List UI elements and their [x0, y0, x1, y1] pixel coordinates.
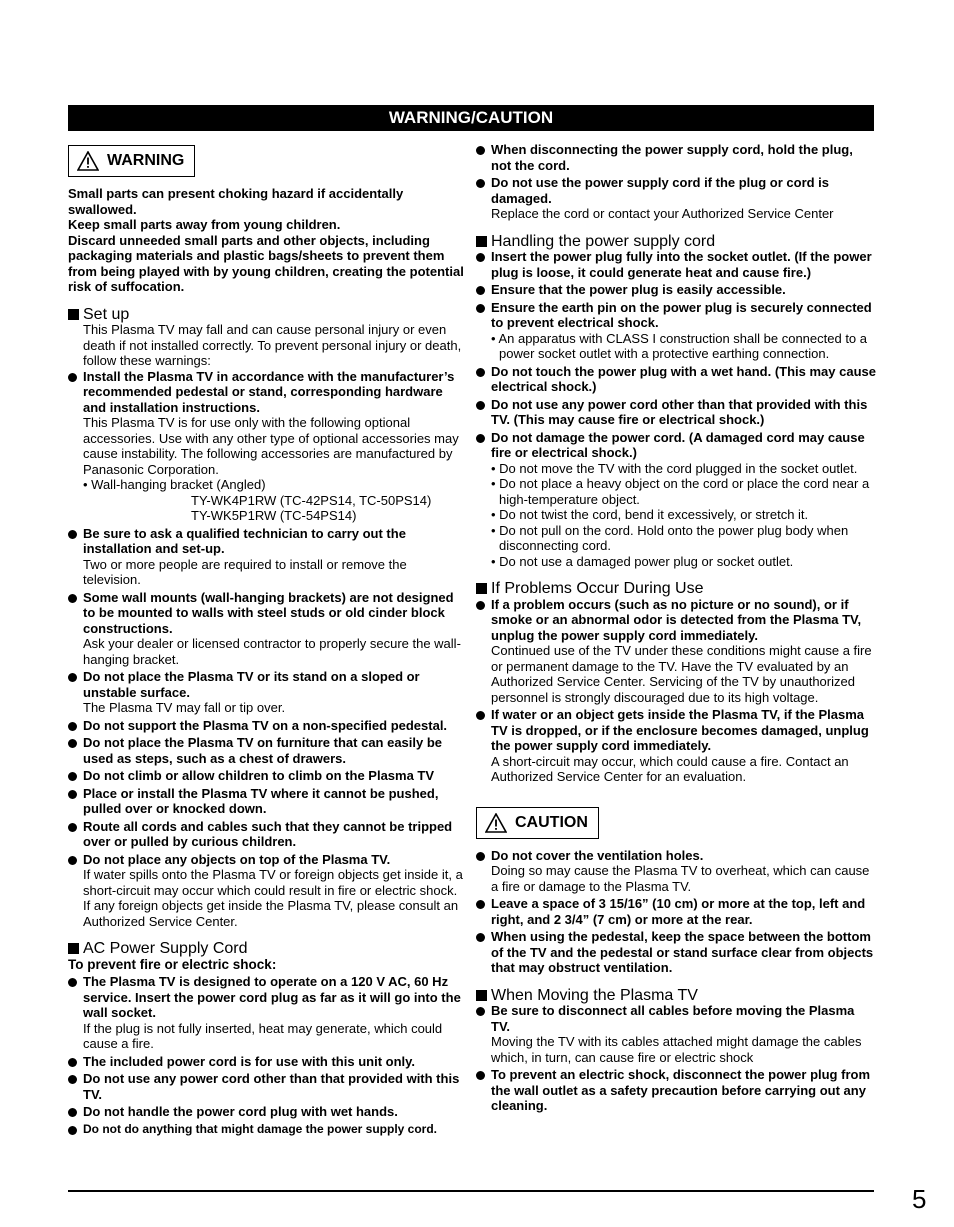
- list-item: [68, 590, 468, 668]
- list-item: [476, 364, 876, 395]
- choking-line: Keep small parts away from young children.: [68, 217, 341, 232]
- item-title: Do not use any power cord other than that provided with this TV. (This may cause fire or electrical shock.): [491, 396, 868, 427]
- choking-line: Small parts can present choking hazard if accidentally swallowed.: [68, 186, 404, 217]
- item-title: Do not touch the power plug with a wet hand. (This may cause electrical shock.): [491, 363, 876, 394]
- list-item: [68, 1071, 468, 1102]
- square-bullet-icon: [476, 990, 487, 1001]
- choking-line: Discard unneeded small parts and other objects, including packaging materials and plastic bags/sheets to prevent them from being played with by young children, creating the potential risk of suffocation.: [68, 232, 464, 294]
- item-title: Ensure the earth pin on the power plug is securely connected to prevent electrical shock.: [491, 299, 872, 330]
- list-item: [476, 300, 876, 362]
- item-title: Be sure to ask a qualified technician to carry out the installation and set-up.: [83, 525, 406, 556]
- caution-box: [476, 807, 599, 839]
- square-bullet-icon: [476, 236, 487, 247]
- item-body: Replace the cord or contact your Authorized Service Center: [491, 206, 834, 221]
- heading-text: AC Power Supply Cord: [83, 940, 248, 957]
- section-heading: [68, 941, 468, 957]
- item-title: Do not damage the power cord. (A damaged cord may cause fire or electrical shock.): [491, 429, 865, 460]
- list-item: [476, 707, 876, 785]
- list-item: [476, 142, 876, 173]
- list-item: [68, 735, 468, 766]
- warning-label: WARNING: [107, 152, 185, 170]
- list-item: [68, 669, 468, 716]
- item-title: Do not do anything that might damage the power supply cord.: [83, 1121, 438, 1136]
- list-item: [68, 974, 468, 1052]
- item-body: Ask your dealer or licensed contractor to properly secure the wall-hanging bracket.: [83, 636, 461, 667]
- item-title: Do not use the power supply cord if the plug or cord is damaged.: [491, 175, 830, 206]
- moving-section: [476, 988, 876, 1114]
- item-body: A short-circuit may occur, which could cause a fire. Contact an Authorized Service Center for an evaluation.: [491, 753, 849, 784]
- item-title: The Plasma TV is designed to operate on a 120 V AC, 60 Hz service. Insert the power cord plug as far as it will go into the wall socket.: [83, 974, 461, 1020]
- item-title: Leave a space of 3 15/16” (10 cm) or more at the top, left and right, and 2 3/4” (7 cm) or more at the rear.: [491, 896, 866, 927]
- choking-warning: [68, 186, 468, 295]
- item-body: Continued use of the TV under these conditions might cause a fire or permanent damage to the TV. Have the TV evaluated by an Authorized Service Center. Servicing of the TV by unauthorized personnel is strongly discouraged due to its high voltage.: [491, 643, 872, 705]
- list-item: [68, 1054, 468, 1070]
- list-item: [68, 852, 468, 930]
- item-title: Route all cords and cables such that they cannot be tripped over or pulled by curious children.: [83, 818, 453, 849]
- list-item: [68, 786, 468, 817]
- problems-section: [476, 581, 876, 785]
- handling-section: [476, 234, 876, 570]
- item-body: This Plasma TV is for use only with the following optional accessories. Use with any other type of optional accessories may cause instability. The following accessories are manufactured by Panasonic Corporation.: [83, 415, 459, 477]
- item-title: Ensure that the power plug is easily accessible.: [491, 282, 786, 297]
- caution-label: CAUTION: [515, 813, 588, 831]
- item-title: The included power cord is for use with this unit only.: [83, 1053, 416, 1069]
- heading-text: When Moving the Plasma TV: [491, 986, 698, 1004]
- section-heading: [68, 307, 468, 323]
- list-item: [68, 1104, 468, 1120]
- list-item: [476, 1067, 876, 1114]
- item-title: Do not support the Plasma TV on a non-specified pedestal.: [83, 717, 448, 733]
- section-banner: WARNING/CAUTION: [68, 105, 874, 131]
- section-intro: This Plasma TV may fall and can cause personal injury or even death if not installed correctly. To prevent personal injury or death, follow these warnings:: [83, 322, 462, 368]
- item-title: Be sure to disconnect all cables before moving the Plasma TV.: [491, 1003, 855, 1034]
- square-bullet-icon: [68, 943, 79, 954]
- left-column: [68, 145, 468, 1137]
- item-title: When using the pedestal, keep the space between the bottom of the TV and the pedestal or stand surface clear from objects that may obstruct ventilation.: [491, 929, 874, 975]
- sub-note: • Do not pull on the cord. Hold onto the power plug body when disconnecting cord.: [491, 522, 849, 553]
- item-title: If water or an object gets inside the Plasma TV, if the Plasma TV is dropped, or if the enclosure becomes damaged, unplug the power supply cord immediately.: [491, 707, 869, 753]
- item-title: Do not place the Plasma TV or its stand on a sloped or unstable surface.: [83, 669, 420, 700]
- section-heading: [476, 581, 876, 597]
- warning-triangle-icon: [485, 813, 507, 833]
- footer-rule: [68, 1190, 874, 1192]
- section-heading: [476, 988, 876, 1004]
- list-item: [476, 175, 876, 222]
- heading-text: If Problems Occur During Use: [491, 580, 704, 597]
- item-body: Moving the TV with its cables attached might damage the cables which, in turn, can cause fire or electric shock: [491, 1034, 862, 1065]
- square-bullet-icon: [68, 309, 79, 320]
- warning-triangle-icon: [77, 151, 99, 171]
- item-title: Do not place any objects on top of the Plasma TV.: [83, 851, 391, 867]
- right-column: [476, 142, 876, 1114]
- item-body: The Plasma TV may fall or tip over.: [83, 700, 286, 715]
- list-item: [68, 819, 468, 850]
- page-number: 5: [912, 1184, 927, 1214]
- item-title: Do not use any power cord other than that provided with this TV.: [83, 1071, 460, 1102]
- item-title: Do not place the Plasma TV on furniture that can easily be used as steps, such as a chest of drawers.: [83, 735, 443, 766]
- list-item: [68, 768, 468, 784]
- item-body: If the plug is not fully inserted, heat may generate, which could cause a fire.: [83, 1020, 443, 1051]
- list-item: [68, 1122, 468, 1138]
- ac-power-section: [68, 941, 468, 1137]
- item-title: Place or install the Plasma TV where it cannot be pushed, pulled over or knocked down.: [83, 785, 439, 816]
- model-line: TY-WK4P1RW (TC-42PS14, TC-50PS14): [191, 492, 432, 508]
- section-heading: [476, 234, 876, 250]
- list-item: [476, 597, 876, 706]
- item-body: Two or more people are required to install or remove the television.: [83, 556, 407, 587]
- heading-text: Handling the power supply cord: [491, 232, 716, 250]
- bracket-line: • Wall-hanging bracket (Angled): [83, 477, 266, 492]
- list-item: [68, 369, 468, 524]
- item-title: Install the Plasma TV in accordance with the manufacturer’s recommended pedestal or stand, corresponding hardware and installation instructions.: [83, 368, 455, 415]
- list-item: [476, 397, 876, 428]
- item-title: Do not cover the ventilation holes.: [491, 847, 704, 863]
- list-item: [476, 249, 876, 280]
- item-body: If water spills onto the Plasma TV or foreign objects get inside it, a short-circuit may occur which could result in fire or electric shock. If any foreign objects get inside the Plasma TV, please consult an Authorized Service Center.: [83, 867, 463, 929]
- sub-note: • An apparatus with CLASS I construction shall be connected to a power socket outlet with a protective earthing connection.: [491, 330, 867, 361]
- caution-section: [476, 848, 876, 976]
- list-item: [476, 282, 876, 298]
- section-subheading: To prevent fire or electric shock:: [68, 956, 277, 972]
- sub-note: • Do not twist the cord, bend it excessively, or stretch it.: [491, 507, 809, 522]
- list-item: [68, 718, 468, 734]
- list-item: [476, 896, 876, 927]
- setup-section: [68, 307, 468, 930]
- item-title: Do not handle the power cord plug with wet hands.: [83, 1104, 398, 1119]
- item-title: Do not climb or allow children to climb on the Plasma TV: [83, 768, 435, 783]
- item-title: Insert the power plug fully into the socket outlet. (If the power plug is loose, it could generate heat and cause fire.): [491, 249, 872, 280]
- item-title: To prevent an electric shock, disconnect the power plug from the wall outlet as a safety precaution before carrying out any cleaning.: [491, 1067, 870, 1113]
- list-item: [476, 929, 876, 976]
- heading-text: Set up: [83, 305, 130, 323]
- sub-note: • Do not place a heavy object on the cord or place the cord near a high-temperature object.: [491, 476, 870, 507]
- square-bullet-icon: [476, 583, 487, 594]
- list-item: [476, 430, 876, 570]
- list-item: [68, 526, 468, 588]
- item-title: If a problem occurs (such as no picture or no sound), or if smoke or an abnormal odor is detected from the Plasma TV, unplug the power supply cord immediately.: [491, 596, 862, 643]
- warning-box: [68, 145, 195, 177]
- sub-note: • Do not move the TV with the cord plugged in the socket outlet.: [491, 460, 858, 476]
- model-line: TY-WK5P1RW (TC-54PS14): [191, 508, 357, 523]
- sub-note: • Do not use a damaged power plug or socket outlet.: [491, 553, 794, 569]
- item-title: When disconnecting the power supply cord, hold the plug, not the cord.: [491, 142, 853, 173]
- item-title: Some wall mounts (wall-hanging brackets) are not designed to be mounted to walls with steel studs or old cinder block constructions.: [83, 589, 454, 636]
- list-item: [476, 848, 876, 895]
- list-item: [476, 1003, 876, 1065]
- item-body: Doing so may cause the Plasma TV to overheat, which can cause a fire or damage to the Plasma TV.: [491, 863, 870, 894]
